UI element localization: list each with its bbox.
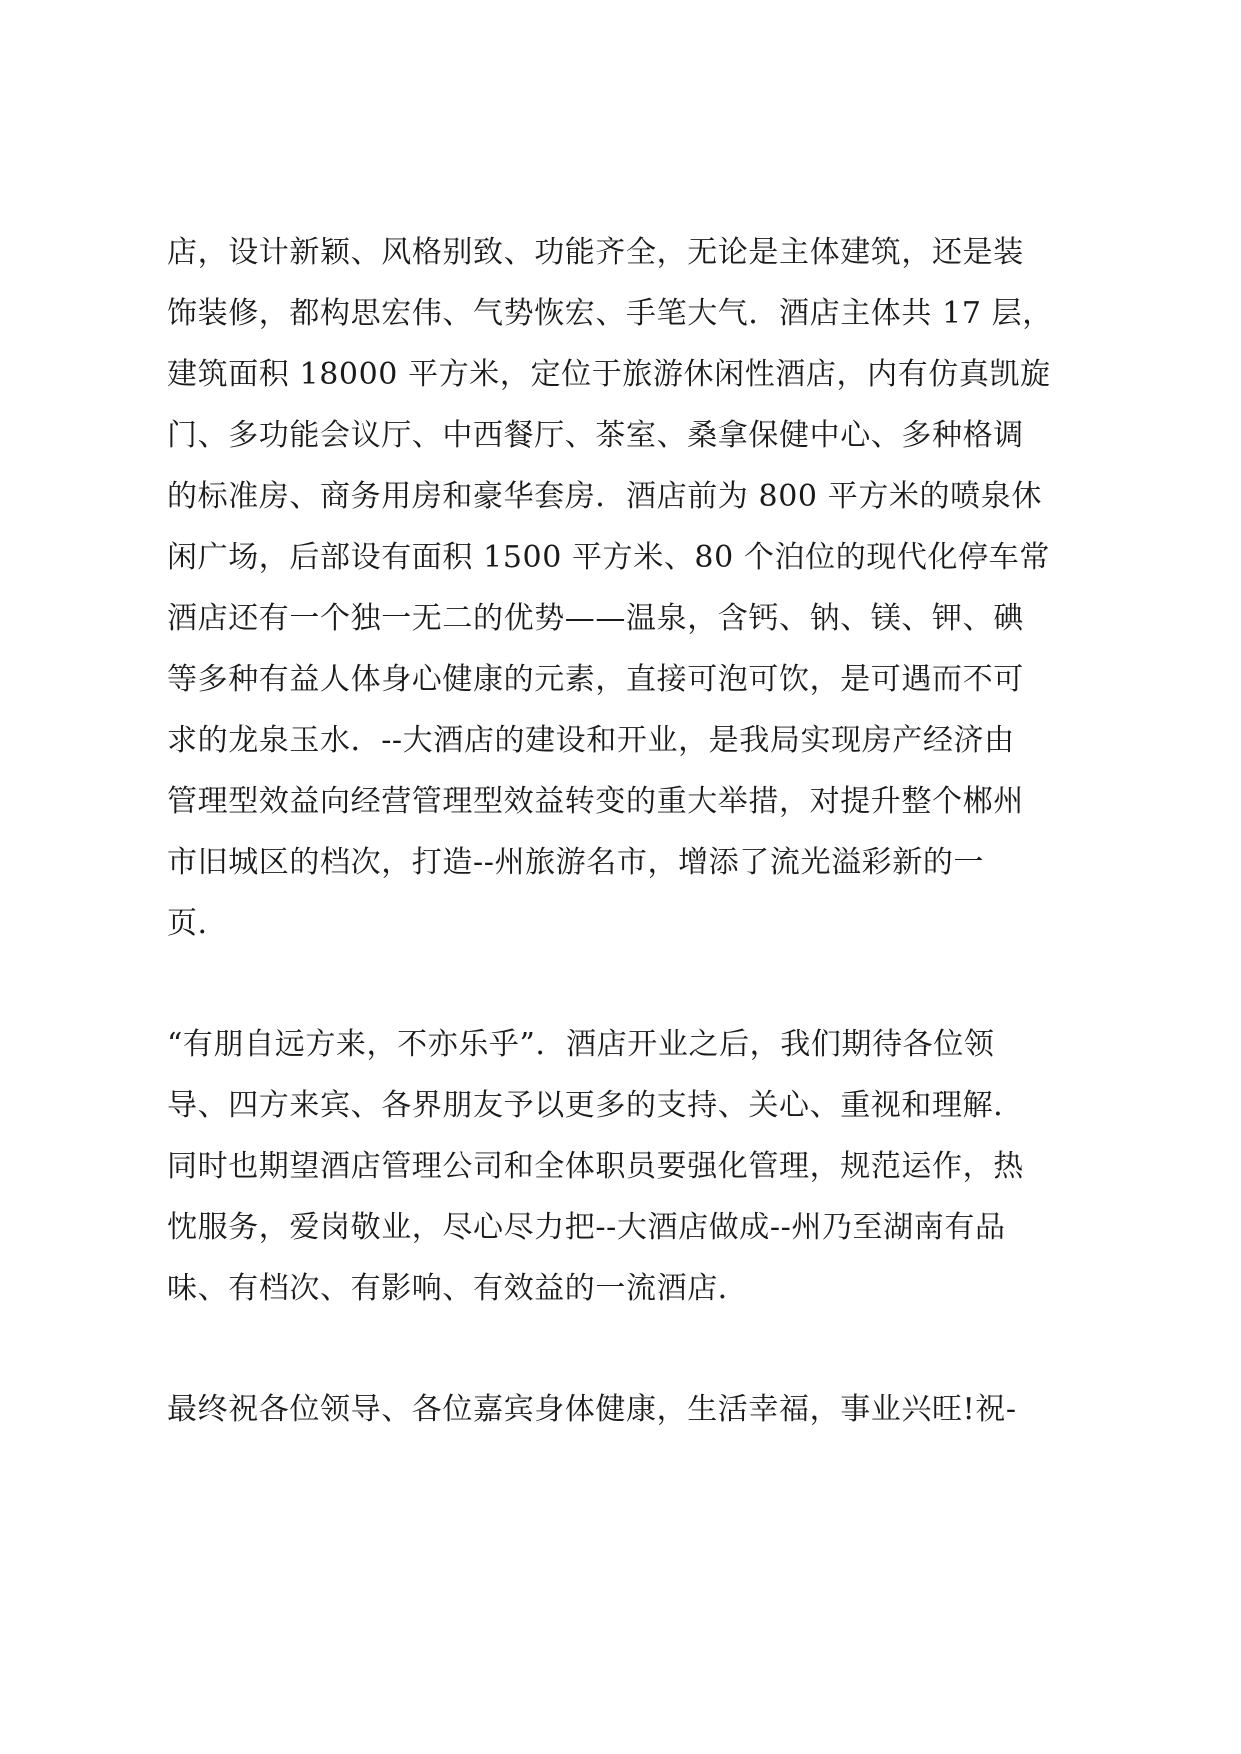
document-body [167, 222, 1087, 1440]
paragraph-closing-wishes [167, 1379, 1087, 1440]
paragraph-spacer [167, 1319, 1087, 1379]
text-line: 门、多功能会议厅、中西餐厅、茶室、桑拿保健中心、多种格调 [167, 418, 1024, 453]
text-line: 建筑面积 18000 平方米，定位于旅游休闲性酒店，内有仿真凯旋 [167, 357, 1051, 392]
paragraph-hotel-description [167, 222, 1087, 954]
text-line: “有朋自远方来，不亦乐乎”．酒店开业之后，我们期待各位领 [167, 1027, 995, 1062]
text-line: 导、四方来宾、各界朋友予以更多的支持、关心、重视和理解． [167, 1088, 1024, 1123]
text-line: 求的龙泉玉水．--大酒店的建设和开业，是我局实现房产经济由 [167, 723, 1015, 758]
text-line: 管理型效益向经营管理型效益转变的重大举措，对提升整个郴州 [167, 784, 1024, 819]
text-line: 店，设计新颖、风格别致、功能齐全，无论是主体建筑，还是装 [167, 235, 1024, 270]
text-line: 忱服务，爱岗敬业，尽心尽力把--大酒店做成--州乃至湖南有品 [167, 1210, 1006, 1245]
text-line: 闲广场，后部设有面积 1500 平方米、80 个泊位的现代化停车常 [167, 540, 1050, 575]
text-line: 页． [167, 906, 229, 941]
text-line: 市旧城区的档次，打造--州旅游名市，增添了流光溢彩新的一 [167, 845, 985, 880]
text-line: 最终祝各位领导、各位嘉宾身体健康，生活幸福，事业兴旺!祝- [167, 1392, 1017, 1427]
paragraph-expectations [167, 1014, 1087, 1319]
text-line: 味、有档次、有影响、有效益的一流酒店． [167, 1271, 749, 1306]
text-line: 的标准房、商务用房和豪华套房．酒店前为 800 平方米的喷泉休 [167, 479, 1042, 514]
text-line: 等多种有益人体身心健康的元素，直接可泡可饮，是可遇而不可 [167, 662, 1024, 697]
text-line: 同时也期望酒店管理公司和全体职员要强化管理，规范运作，热 [167, 1149, 1024, 1184]
paragraph-spacer [167, 954, 1087, 1014]
text-line: 酒店还有一个独一无二的优势——温泉，含钙、钠、镁、钾、碘 [167, 601, 1024, 636]
text-line: 饰装修，都构思宏伟、气势恢宏、手笔大气．酒店主体共 17 层， [167, 296, 1053, 331]
